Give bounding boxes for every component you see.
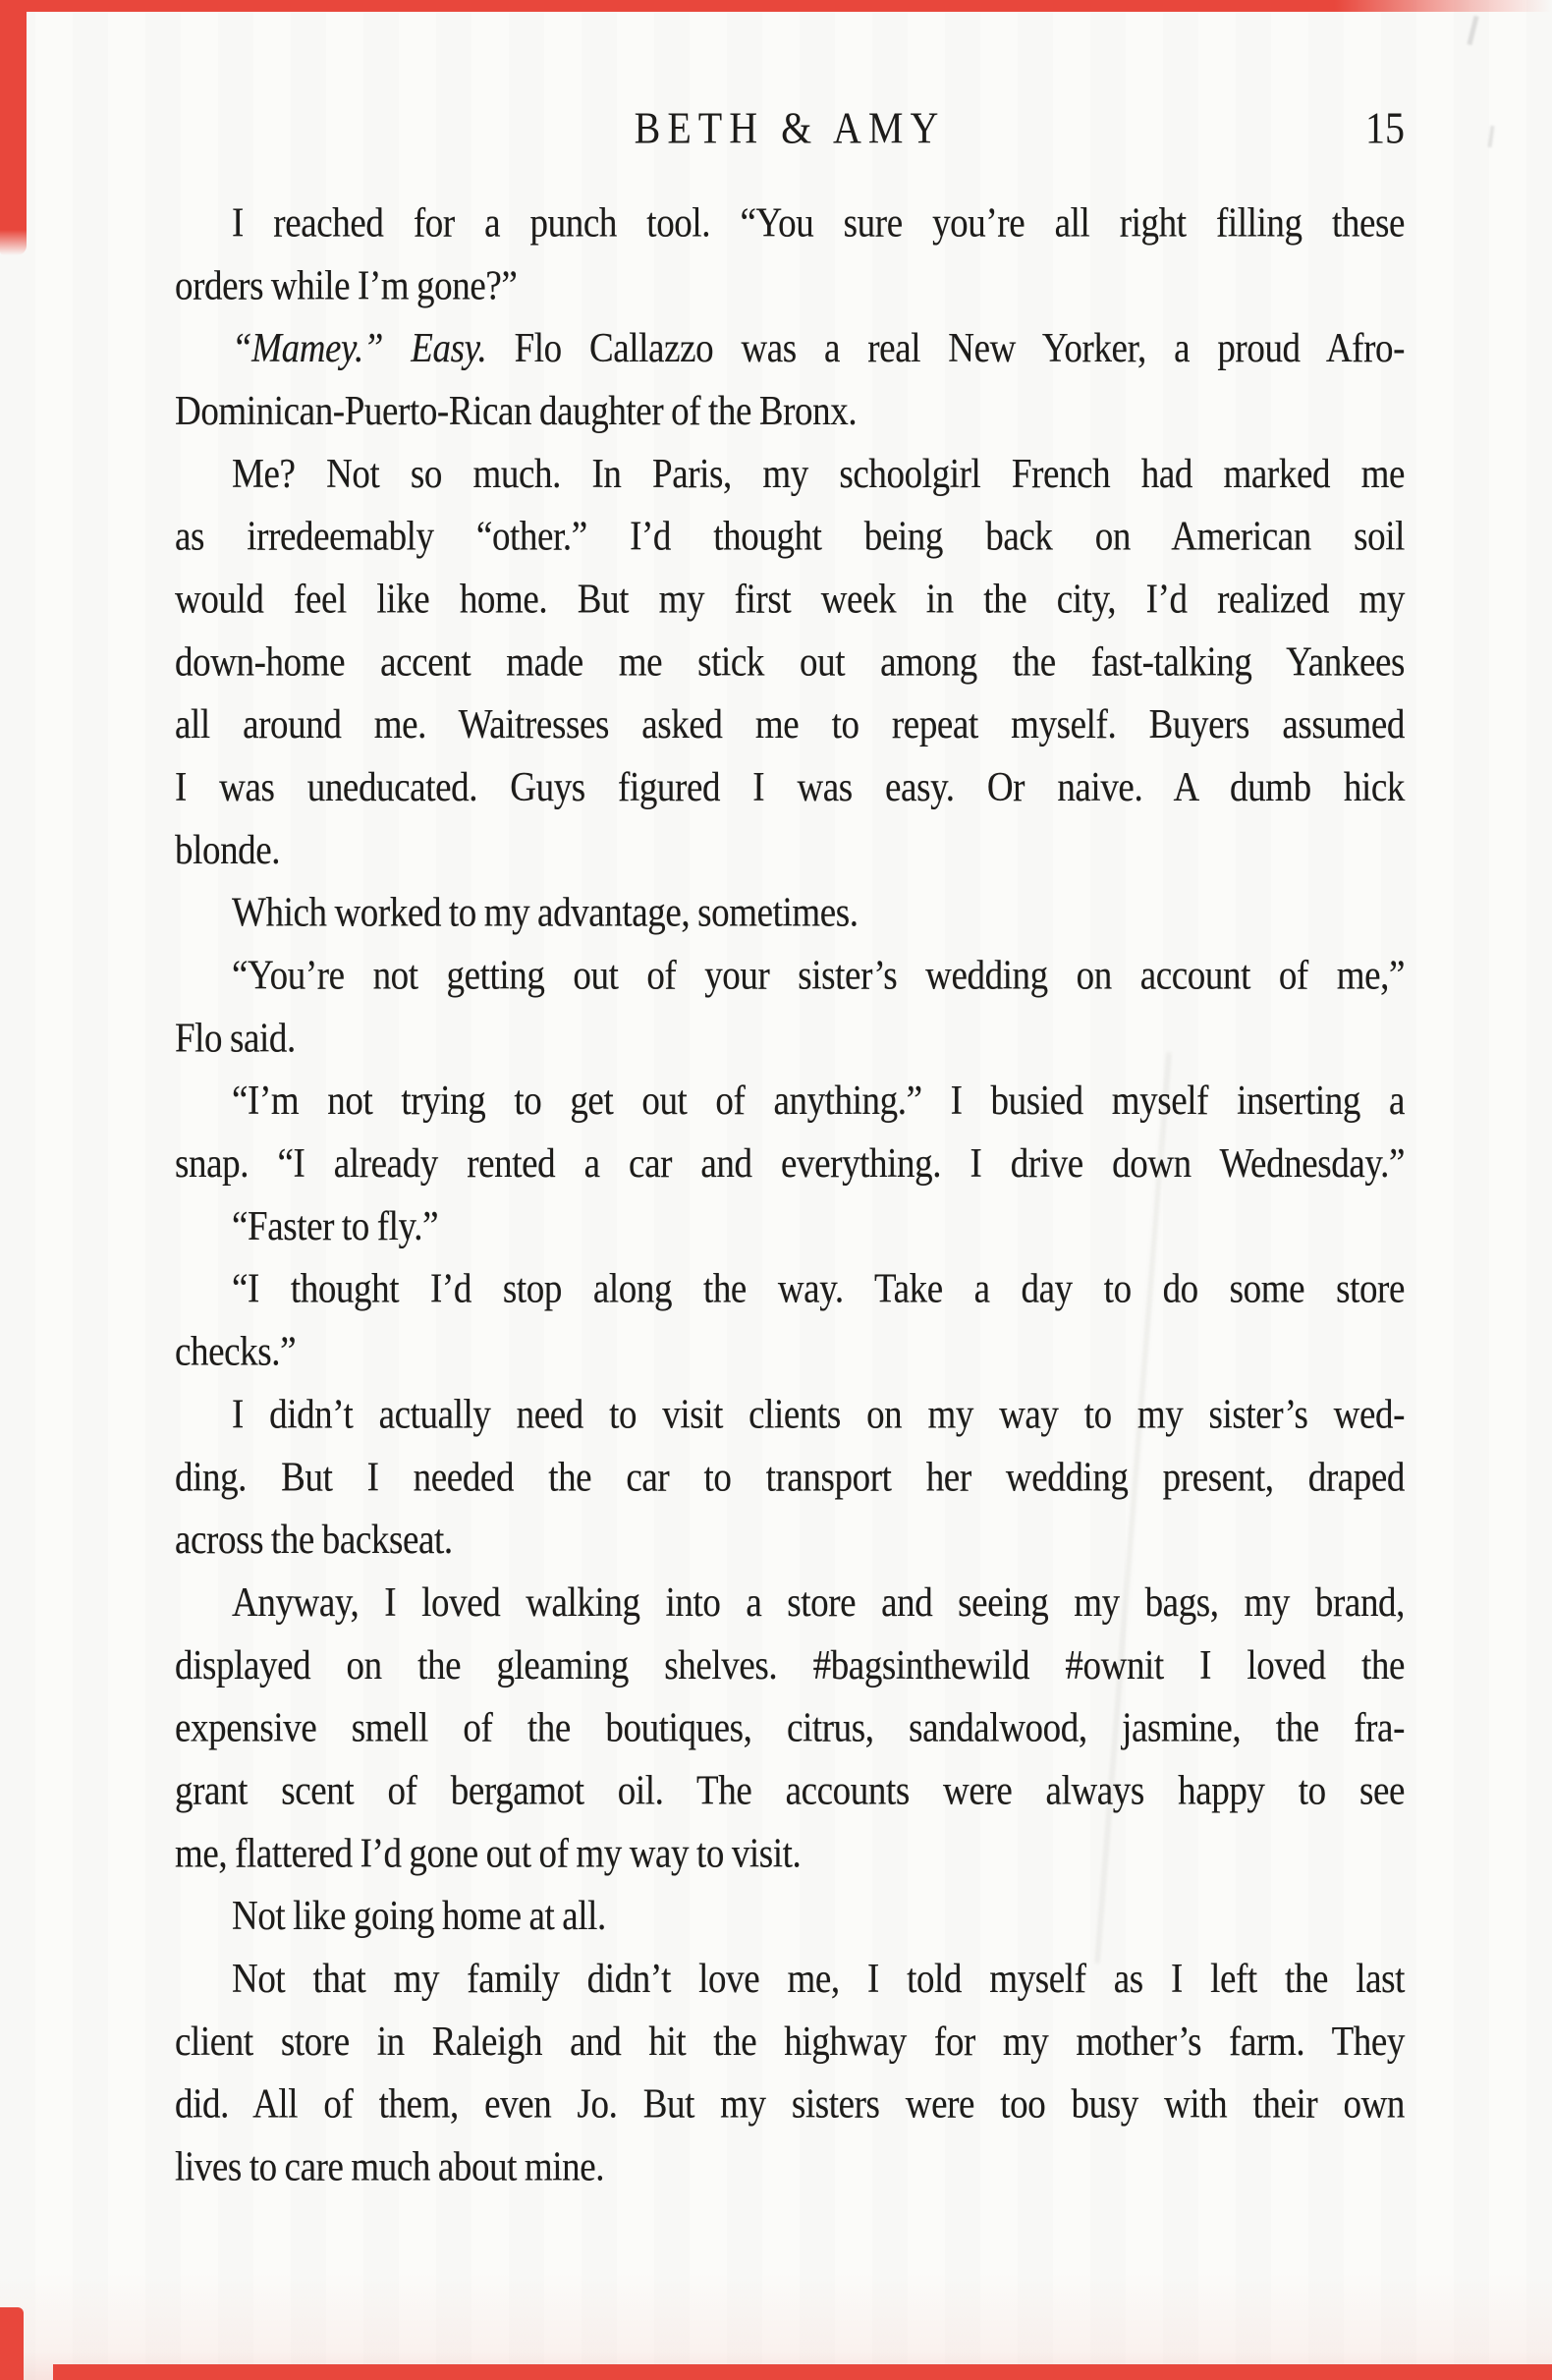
text-segment: down-home accent made me stick out among the fast-talking Yankees	[175, 638, 1405, 686]
running-title: BETH & AMY	[634, 102, 946, 153]
text-segment: Which worked to my advantage, sometimes.	[232, 890, 859, 936]
text-segment: Me? Not so much. In Paris, my schoolgirl French had marked me	[232, 451, 1405, 498]
scan-smudge-top-right	[1467, 16, 1478, 45]
text-segment: orders while I’m gone?”	[175, 262, 518, 309]
text-line	[175, 1949, 1405, 2012]
text-segment: ding. But I needed the car to transport her wedding present, draped	[175, 1454, 1405, 1501]
text-segment: would feel like home. But my first week in the city, I’d realized my	[175, 577, 1405, 623]
text-segment: Flo Callazzo was a real New Yorker, a proud Afro-	[486, 325, 1406, 372]
text-segment: as irredeemably “other.” I’d thought being back on American soil	[175, 514, 1405, 560]
text-line	[175, 193, 1405, 255]
text-line	[175, 2074, 1405, 2136]
italic-text: “Mamey.” Easy.	[232, 325, 487, 372]
text-line	[175, 632, 1405, 694]
text-segment: across the backseat.	[175, 1517, 453, 1564]
text-segment: blonde.	[175, 827, 281, 874]
text-line	[175, 2011, 1405, 2074]
book-cover-edge-top	[0, 0, 1552, 12]
text-segment: did. All of them, even Jo. But my sisters were too busy with their own	[175, 2081, 1405, 2128]
text-segment: I didn’t actually need to visit clients on my way to my sister’s wed-	[232, 1391, 1405, 1438]
text-line	[175, 1447, 1405, 1510]
text-segment: “Faster to fly.”	[232, 1203, 439, 1250]
book-cover-edge-left	[0, 0, 27, 255]
page-number: 15	[1365, 102, 1405, 153]
text-segment: “You’re not getting out of your sister’s wedding on account of me,”	[232, 953, 1405, 999]
text-segment: I reached for a punch tool. “You sure you’re all right filling these	[232, 199, 1405, 247]
text-segment: I was uneducated. Guys figured I was easy. Or naive. A dumb hick	[175, 764, 1405, 811]
text-line	[175, 2136, 1405, 2199]
text-line	[175, 1321, 1405, 1384]
text-line	[175, 882, 1405, 945]
text-segment: Not that my family didn’t love me, I told myself as I left the last	[232, 1956, 1405, 2003]
text-line	[175, 1134, 1405, 1196]
scan-smudge-right	[1487, 126, 1494, 147]
text-line	[175, 381, 1405, 444]
text-line	[175, 945, 1405, 1008]
text-segment: Flo said.	[175, 1015, 296, 1062]
text-line	[175, 1258, 1405, 1321]
text-line	[175, 1384, 1405, 1447]
text-line	[175, 1634, 1405, 1697]
text-segment: Anyway, I loved walking into a store and seeing my bags, my brand,	[232, 1579, 1405, 1627]
text-segment: snap. “I already rented a car and everything. I drive down Wednesday.”	[175, 1140, 1405, 1188]
text-segment: me, flattered I’d gone out of my way to visit.	[175, 1830, 802, 1877]
text-segment: grant scent of bergamot oil. The accounts were always happy to see	[175, 1767, 1405, 1814]
text-line	[175, 443, 1405, 506]
page-text	[175, 193, 1405, 2199]
text-line	[175, 1572, 1405, 1634]
text-line	[175, 1697, 1405, 1760]
text-line	[175, 694, 1405, 757]
book-cover-edge-bottom	[53, 2364, 1552, 2380]
text-line	[175, 1760, 1405, 1823]
text-segment: all around me. Waitresses asked me to repeat myself. Buyers assumed	[175, 701, 1405, 748]
text-line	[175, 318, 1405, 381]
text-line	[175, 1195, 1405, 1258]
text-segment: displayed on the gleaming shelves. #bagsinthewild #ownit I loved the	[175, 1642, 1405, 1689]
text-line	[175, 506, 1405, 569]
text-segment: checks.”	[175, 1329, 297, 1375]
text-line	[175, 1071, 1405, 1134]
text-segment: expensive smell of the boutiques, citrus, sandalwood, jasmine, the fra-	[175, 1705, 1405, 1751]
text-line	[175, 1008, 1405, 1071]
book-cover-edge-bottom-left	[0, 2307, 24, 2380]
text-segment: lives to care much about mine.	[175, 2144, 605, 2190]
text-line	[175, 569, 1405, 632]
text-segment: “I thought I’d stop along the way. Take a day to do some store	[232, 1266, 1405, 1312]
text-line	[175, 255, 1405, 318]
text-segment: Dominican-Puerto-Rican daughter of the Bronx.	[175, 388, 858, 435]
text-segment: “I’m not trying to get out of anything.” I busied myself inserting a	[232, 1078, 1405, 1125]
text-line	[175, 1510, 1405, 1573]
text-segment: client store in Raleigh and hit the highway for my mother’s farm. They	[175, 2019, 1405, 2066]
text-line	[175, 1823, 1405, 1886]
text-line	[175, 1886, 1405, 1949]
text-segment: Not like going home at all.	[232, 1893, 606, 1940]
running-head	[175, 101, 1405, 154]
text-line	[175, 757, 1405, 820]
text-line	[175, 819, 1405, 882]
